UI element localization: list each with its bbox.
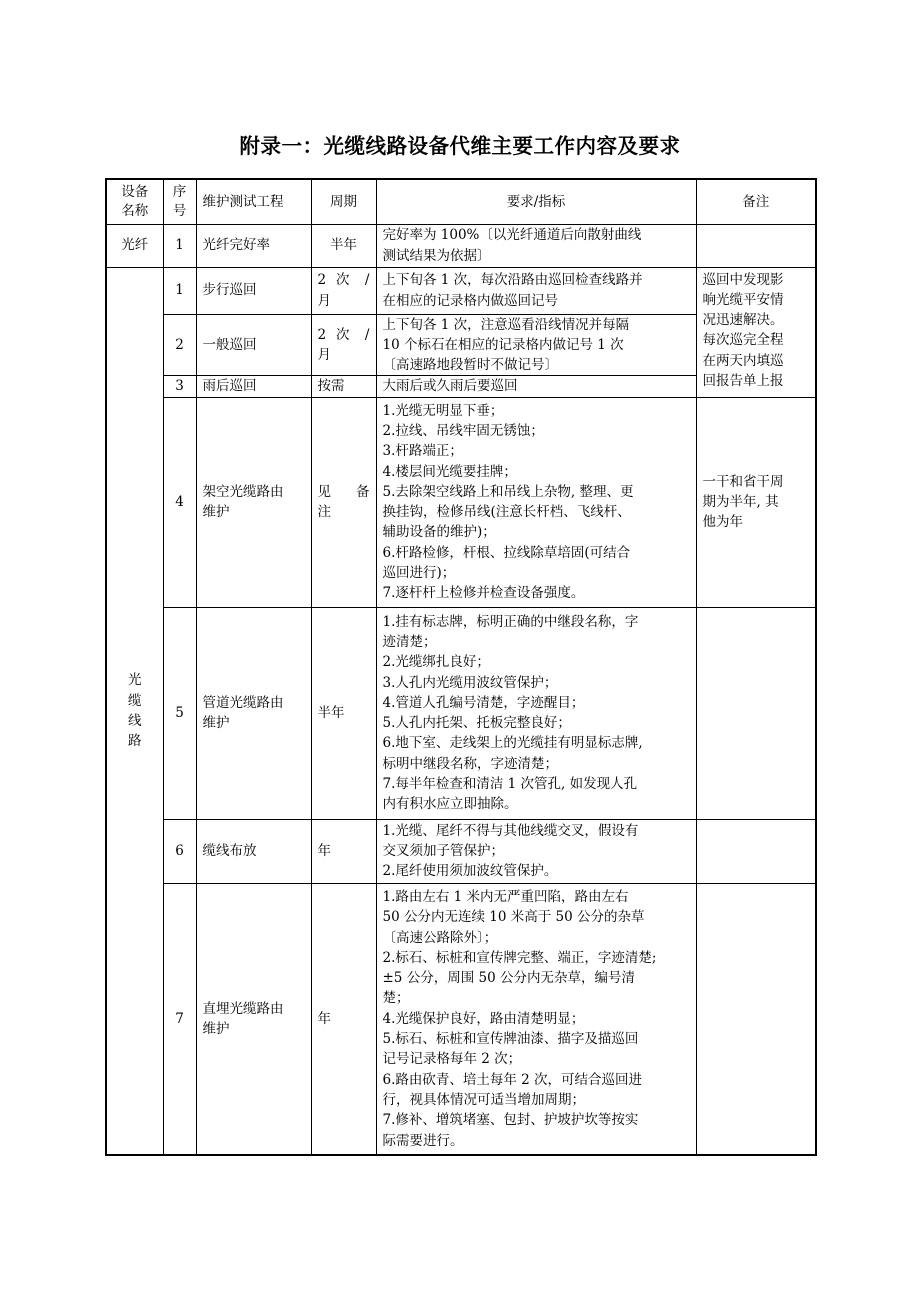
row-seq: 2: [163, 314, 196, 376]
row-project: 一般巡回: [196, 314, 311, 376]
row-requirement: 1.挂有标志牌，标明正确的中继段名称，字 迹清楚； 2.光缆绑扎良好； 3.人孔内光缆用波纹管保护； 4.管道人孔编号清楚，字迹醒目； 5.人孔内托架、托板完整良好； 6.地下室、走线架上的光缆挂有明显标志牌, 标明中继段名称，字迹清楚； 7.每半年检查和清洁 1 次管孔, 如发现人孔 内有积水应立即抽除。: [376, 607, 696, 819]
row-requirement: 1.光缆无明显下垂； 2.拉线、吊线牢固无锈蚀； 3.杆路端正； 4.楼层间光缆要挂牌； 5.去除架空线路上和吊线上杂物, 整理、更 换挂钩，检修吊线(注意长杆档、飞线杆、 辅助设备的维护)； 6.杆路检修，杆根、拉线除草培固(可结合 巡回进行)； 7.逐杆杆上检修并检查设备强度。: [376, 397, 696, 607]
row-requirement: 完好率为 100%〔以光纤通道后向散射曲线 测试结果为依据〕: [376, 224, 696, 267]
device-name-cable: 光 缆 线 路: [106, 267, 163, 1155]
device-name-fiber: 光纤: [106, 224, 163, 267]
row-remark: [696, 607, 816, 819]
header-project: 维护测试工程: [196, 179, 311, 224]
row-requirement: 上下旬各 1 次，每次沿路由巡回检查线路并 在相应的记录格内做巡回记号: [376, 267, 696, 314]
row-requirement: 上下旬各 1 次，注意巡看沿线情况并每隔 10 个标石在相应的记录格内做记号 1 次 〔高速路地段暂时不做记号〕: [376, 314, 696, 376]
header-seq: 序 号: [163, 179, 196, 224]
row-remark: [696, 224, 816, 267]
row-project: 光纤完好率: [196, 224, 311, 267]
row-period: 见 备 注: [311, 397, 376, 607]
row-seq: 1: [163, 267, 196, 314]
row-requirement: 1.路由左右 1 米内无严重凹陷，路由左右 50 公分内无连续 10 米高于 50 公分的杂草 〔高速公路除外〕； 2.标石、标桩和宣传牌完整、端正，字迹清楚; ±5 公分，周围 50 公分内无杂草，编号清 楚； 4.光缆保护良好，路由清楚明显； 5.标石、标桩和宣传牌油漆、描字及描巡回 记号记录格每年 2 次； 6.路由砍青、培土每年 2 次，可结合巡回进 行，视具体情况可适当增加周期； 7.修补、增筑堵塞、包封、护坡护坎等按实 际需要进行。: [376, 883, 696, 1155]
table-header-row: [106, 179, 816, 224]
header-period: 周期: [311, 179, 376, 224]
page-title: 附录一：光缆线路设备代维主要工作内容及要求: [239, 134, 681, 158]
row-period: 半年: [311, 607, 376, 819]
row-seq: 6: [163, 819, 196, 883]
row-period: 年: [311, 883, 376, 1155]
row-project: 直埋光缆路由 维护: [196, 883, 311, 1155]
header-requirement: 要求/指标: [376, 179, 696, 224]
table-row: [106, 883, 816, 1155]
header-device: 设备 名称: [106, 179, 163, 224]
row-remark: 一干和省干周 期为半年, 其 他为年: [696, 397, 816, 607]
table-row: [106, 397, 816, 607]
row-period: 按需: [311, 376, 376, 397]
row-period: 年: [311, 819, 376, 883]
row-seq: 3: [163, 376, 196, 397]
table-row: [106, 819, 816, 883]
header-remark: 备注: [696, 179, 816, 224]
row-project: 缆线布放: [196, 819, 311, 883]
table-row: [106, 267, 816, 314]
row-period: 2 次 / 月: [311, 267, 376, 314]
row-project: 架空光缆路由 维护: [196, 397, 311, 607]
row-remark: [696, 819, 816, 883]
patrol-remark: 巡回中发现影 响光缆平安情 况迅速解决。 每次巡完全程 在两天内填巡 回报告单上报: [696, 267, 816, 397]
row-requirement: 大雨后或久雨后要巡回: [376, 376, 696, 397]
row-seq: 4: [163, 397, 196, 607]
row-project: 雨后巡回: [196, 376, 311, 397]
table-row: [106, 224, 816, 267]
row-seq: 7: [163, 883, 196, 1155]
row-project: 管道光缆路由 维护: [196, 607, 311, 819]
row-remark: [696, 883, 816, 1155]
row-seq: 5: [163, 607, 196, 819]
row-requirement: 1.光缆、尾纤不得与其他线缆交叉，假设有 交叉须加子管保护； 2.尾纤使用须加波纹管保护。: [376, 819, 696, 883]
row-project: 步行巡回: [196, 267, 311, 314]
row-seq: 1: [163, 224, 196, 267]
table-row: [106, 607, 816, 819]
row-period: 2 次 / 月: [311, 314, 376, 376]
maintenance-table: [105, 178, 817, 1156]
row-period: 半年: [311, 224, 376, 267]
